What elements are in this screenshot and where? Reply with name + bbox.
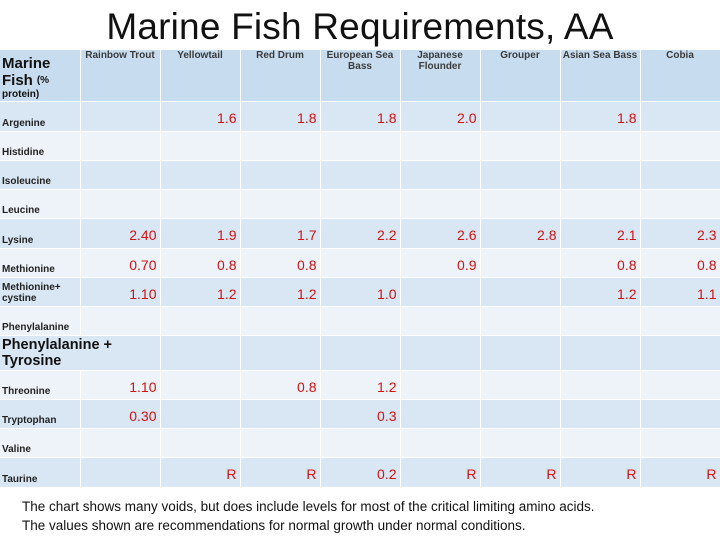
value-cell: 1.6: [160, 102, 240, 132]
value-cell: [400, 371, 480, 400]
value-cell: [240, 307, 320, 336]
row-label: Taurine: [0, 458, 80, 488]
column-header: European Sea Bass: [320, 50, 400, 102]
value-cell: [320, 190, 400, 219]
column-header: Japanese Flounder: [400, 50, 480, 102]
value-cell: [400, 278, 480, 307]
row-label: Threonine: [0, 371, 80, 400]
footer-note: [22, 497, 712, 535]
value-cell: [80, 132, 160, 161]
value-cell: [560, 190, 640, 219]
value-cell: 0.9: [400, 249, 480, 278]
column-header: Yellowtail: [160, 50, 240, 102]
footer-line: The chart shows many voids, but does include levels for most of the critical limiting amino acids.: [22, 499, 595, 514]
row-label: Lysine: [0, 219, 80, 249]
corner-sub-label: protein): [2, 89, 40, 100]
value-cell: [560, 132, 640, 161]
value-cell: R: [400, 458, 480, 488]
value-cell: [560, 336, 640, 371]
column-header: Red Drum: [240, 50, 320, 102]
value-cell: [160, 132, 240, 161]
column-header: Asian Sea Bass: [560, 50, 640, 102]
table-row: [0, 400, 720, 429]
value-cell: 1.8: [240, 102, 320, 132]
table-row: [0, 458, 720, 488]
value-cell: [320, 429, 400, 458]
value-cell: 2.40: [80, 219, 160, 249]
value-cell: [640, 429, 720, 458]
value-cell: 1.9: [160, 219, 240, 249]
value-cell: 2.0: [400, 102, 480, 132]
table-row: [0, 371, 720, 400]
row-label: Tryptophan: [0, 400, 80, 429]
value-cell: R: [480, 458, 560, 488]
table-body: [0, 102, 720, 488]
row-label: Histidine: [0, 132, 80, 161]
column-header: Rainbow Trout: [80, 50, 160, 102]
table-row: [0, 307, 720, 336]
value-cell: [400, 161, 480, 190]
value-cell: [640, 307, 720, 336]
column-header: Cobia: [640, 50, 720, 102]
value-cell: [480, 132, 560, 161]
value-cell: 1.7: [240, 219, 320, 249]
value-cell: 2.6: [400, 219, 480, 249]
value-cell: [640, 400, 720, 429]
value-cell: 1.8: [320, 102, 400, 132]
table-row: [0, 190, 720, 219]
value-cell: [240, 190, 320, 219]
value-cell: 1.2: [240, 278, 320, 307]
table-row: [0, 249, 720, 278]
value-cell: 0.8: [640, 249, 720, 278]
value-cell: [480, 102, 560, 132]
value-cell: [160, 190, 240, 219]
value-cell: [80, 190, 160, 219]
value-cell: [240, 429, 320, 458]
value-cell: [480, 400, 560, 429]
value-cell: [160, 371, 240, 400]
value-cell: 0.30: [80, 400, 160, 429]
value-cell: [80, 102, 160, 132]
value-cell: [560, 371, 640, 400]
value-cell: [160, 400, 240, 429]
amino-acid-table: [0, 50, 720, 488]
value-cell: 1.2: [160, 278, 240, 307]
value-cell: [480, 161, 560, 190]
value-cell: [320, 132, 400, 161]
row-label: Methionine: [0, 249, 80, 278]
value-cell: 0.70: [80, 249, 160, 278]
column-header: Grouper: [480, 50, 560, 102]
value-cell: [640, 161, 720, 190]
value-cell: R: [560, 458, 640, 488]
value-cell: [560, 429, 640, 458]
value-cell: [160, 307, 240, 336]
value-cell: R: [240, 458, 320, 488]
value-cell: R: [160, 458, 240, 488]
value-cell: [480, 336, 560, 371]
value-cell: [400, 400, 480, 429]
value-cell: [480, 278, 560, 307]
value-cell: [480, 190, 560, 219]
value-cell: [240, 336, 320, 371]
value-cell: [80, 161, 160, 190]
row-label: Phenylalanine + Tyrosine: [0, 336, 160, 371]
value-cell: [80, 307, 160, 336]
value-cell: [240, 132, 320, 161]
value-cell: 1.2: [320, 371, 400, 400]
value-cell: 2.8: [480, 219, 560, 249]
row-label: Leucine: [0, 190, 80, 219]
value-cell: [560, 161, 640, 190]
value-cell: [640, 336, 720, 371]
value-cell: R: [640, 458, 720, 488]
value-cell: [400, 307, 480, 336]
table-row: [0, 219, 720, 249]
value-cell: [640, 190, 720, 219]
value-cell: [400, 132, 480, 161]
value-cell: [400, 429, 480, 458]
value-cell: [320, 307, 400, 336]
value-cell: [400, 336, 480, 371]
value-cell: [560, 400, 640, 429]
value-cell: 1.10: [80, 278, 160, 307]
value-cell: [160, 429, 240, 458]
value-cell: [320, 336, 400, 371]
row-label: Phenylalanine: [0, 307, 80, 336]
footer-line: The values shown are recommendations for normal growth under normal conditions.: [22, 518, 526, 533]
value-cell: 0.2: [320, 458, 400, 488]
table-row: [0, 429, 720, 458]
value-cell: [80, 458, 160, 488]
table-row: [0, 102, 720, 132]
value-cell: [320, 161, 400, 190]
value-cell: [560, 307, 640, 336]
row-label: Isoleucine: [0, 161, 80, 190]
value-cell: 1.0: [320, 278, 400, 307]
value-cell: 2.1: [560, 219, 640, 249]
value-cell: [320, 249, 400, 278]
value-cell: [480, 429, 560, 458]
corner-pct-label: (%: [36, 75, 50, 86]
page-title: Marine Fish Requirements, AA: [106, 6, 614, 47]
value-cell: [160, 161, 240, 190]
value-cell: 1.1: [640, 278, 720, 307]
value-cell: [240, 161, 320, 190]
value-cell: 1.8: [560, 102, 640, 132]
table-row: [0, 132, 720, 161]
header-row: [0, 50, 720, 102]
value-cell: 2.2: [320, 219, 400, 249]
row-label: Valine: [0, 429, 80, 458]
value-cell: 2.3: [640, 219, 720, 249]
value-cell: [640, 132, 720, 161]
value-cell: [640, 102, 720, 132]
value-cell: 0.3: [320, 400, 400, 429]
value-cell: 0.8: [160, 249, 240, 278]
value-cell: [480, 249, 560, 278]
value-cell: [160, 336, 240, 371]
value-cell: 0.8: [240, 371, 320, 400]
value-cell: [640, 371, 720, 400]
corner-main-label: Marine Fish: [2, 55, 51, 89]
value-cell: 0.8: [560, 249, 640, 278]
value-cell: 0.8: [240, 249, 320, 278]
value-cell: [480, 307, 560, 336]
table-row: [0, 336, 720, 371]
value-cell: [80, 429, 160, 458]
corner-header: [0, 50, 80, 102]
table-row: [0, 278, 720, 307]
value-cell: 1.10: [80, 371, 160, 400]
row-label: Argenine: [0, 102, 80, 132]
value-cell: 1.2: [560, 278, 640, 307]
value-cell: [480, 371, 560, 400]
row-label: Methionine+ cystine: [0, 278, 80, 307]
value-cell: [240, 400, 320, 429]
table-row: [0, 161, 720, 190]
value-cell: [400, 190, 480, 219]
